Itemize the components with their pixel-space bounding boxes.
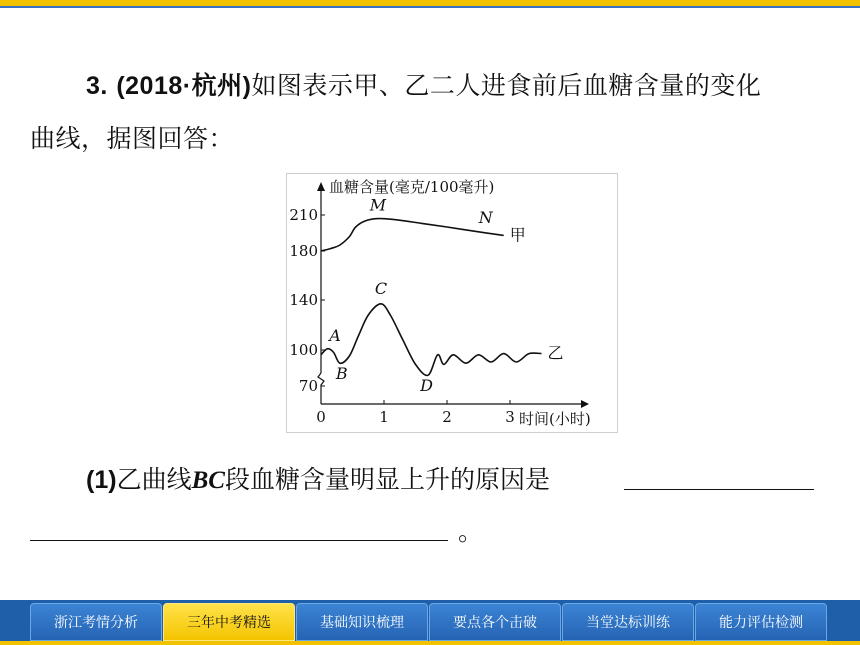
chart-lines: [321, 219, 542, 376]
nav-tab-2[interactable]: 三年中考精选: [163, 603, 295, 641]
y-tick-label-100: 100: [289, 341, 318, 359]
y-axis-break: [318, 373, 324, 404]
chart-labels: [327, 178, 590, 428]
point-label-c: C: [374, 278, 388, 298]
nav-tab-5[interactable]: 当堂达标训练: [562, 603, 694, 641]
point-label-n: N: [478, 208, 493, 227]
nav-tab-6[interactable]: 能力评估检测: [695, 603, 827, 641]
top-blue-line: [0, 6, 860, 8]
x-tick-label-2: 2: [442, 408, 452, 426]
sub-question-1: [86, 460, 550, 496]
y-tick-label-70: 70: [298, 377, 318, 395]
point-label-b: B: [335, 364, 348, 384]
y-axis-label: 血糖含量(毫克/100毫升): [329, 178, 495, 196]
chart-axes: [317, 182, 589, 408]
segment-label-bc: BC: [191, 467, 225, 494]
question-source: (2018·杭州): [116, 72, 252, 100]
x-tick-label-0: 0: [316, 408, 326, 426]
blood-sugar-chart: [286, 173, 618, 433]
answer-blank-1[interactable]: [624, 489, 814, 490]
point-label-d: D: [420, 376, 433, 396]
chart-svg: [287, 174, 617, 432]
sub-question-text-b: 段血糖含量明显上升的原因是: [224, 465, 550, 494]
series-name-1: 甲: [509, 225, 526, 245]
point-label-m: M: [369, 195, 387, 215]
y-tick-label-180: 180: [289, 242, 318, 260]
x-axis-arrow: [581, 400, 589, 408]
y-tick-label-210: 210: [289, 206, 318, 224]
nav-tab-1[interactable]: 浙江考情分析: [30, 603, 162, 641]
x-axis-label: 时间(小时): [519, 410, 591, 428]
question-line-2: 曲线，据图回答：: [30, 124, 235, 153]
x-tick-label-1: 1: [379, 408, 389, 426]
y-axis-arrow: [317, 182, 325, 191]
point-label-a: A: [329, 325, 341, 345]
y-tick-label-140: 140: [289, 291, 318, 309]
nav-tab-3[interactable]: 基础知识梳理: [296, 603, 428, 641]
bottom-accent-bar: [0, 641, 860, 645]
chart-ticks: [289, 206, 514, 426]
question-text-1: 如图表示甲、乙二人进食前后血糖含量的变化: [251, 71, 762, 100]
answer-blank-2[interactable]: [30, 540, 448, 541]
sub-question-label: (1): [86, 466, 117, 494]
series-name-2: 乙: [547, 343, 564, 363]
x-tick-label-3: 3: [505, 408, 515, 426]
sub-question-text-a: 乙曲线: [116, 465, 192, 494]
answer-period: 。: [458, 517, 484, 546]
question-line-1: [86, 66, 761, 102]
nav-tabs: [30, 603, 828, 641]
series-line-2: [321, 304, 542, 376]
question-number: 3.: [86, 72, 108, 100]
series-line-1: [321, 219, 504, 251]
nav-tab-4[interactable]: 要点各个击破: [429, 603, 561, 641]
bottom-nav-bar: [0, 600, 860, 645]
